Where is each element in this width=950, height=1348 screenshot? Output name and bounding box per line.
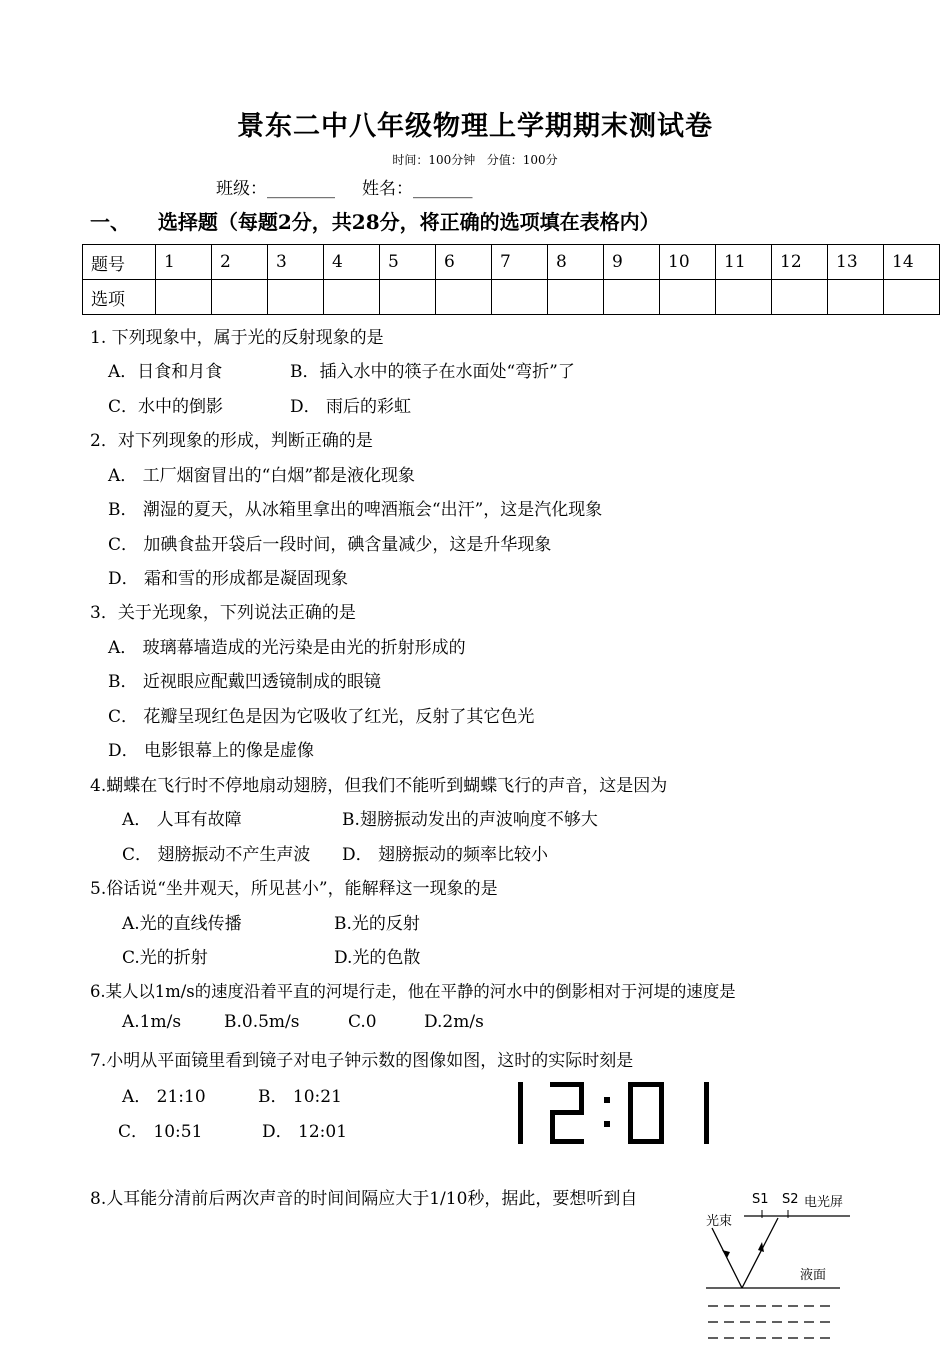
clock-segment (550, 1110, 584, 1115)
reflected-beam (742, 1218, 778, 1288)
option-a: A． 21:10 (122, 1087, 206, 1107)
question-stem: 8.人耳能分清前后两次声音的时间间隔应大于1/10秒，据此，要想听到自 (90, 1189, 638, 1209)
question-number-cell: 13 (828, 245, 884, 280)
option-d: D． 翅膀振动的频率比较小 (342, 845, 549, 865)
answer-cell[interactable] (828, 280, 884, 315)
option-d: D.2m/s (424, 1012, 484, 1032)
question-number-cell: 2 (212, 245, 268, 280)
option-d: D． 雨后的彩虹 (290, 397, 412, 417)
answer-cell[interactable] (772, 280, 828, 315)
row-label-number: 题号 (83, 245, 156, 280)
question-number-cell: 1 (156, 245, 212, 280)
question-number-cell: 14 (884, 245, 940, 280)
question-number-cell: 10 (660, 245, 716, 280)
clock-segment (518, 1082, 523, 1144)
clock-segment (628, 1139, 664, 1144)
question-number-cell: 8 (548, 245, 604, 280)
clock-colon-dot (604, 1097, 610, 1103)
question-stem: 1. 下列现象中，属于光的反射现象的是 (90, 328, 384, 348)
option-c: C． 10:51 (118, 1122, 203, 1142)
label-liquid: 液面 (800, 1268, 827, 1283)
question-stem: 2．对下列现象的形成，判断正确的是 (90, 431, 373, 451)
class-blank[interactable]: ________ (267, 179, 335, 199)
option-c: C．水中的倒影 (108, 397, 224, 417)
option-d: D． 电影银幕上的像是虚像 (108, 741, 315, 761)
answer-cell[interactable] (156, 280, 212, 315)
answer-table-option-row (83, 280, 940, 315)
question-stem: 4.蝴蝶在飞行时不停地扇动翅膀，但我们不能听到蝴蝶飞行的声音，这是因为 (90, 776, 668, 796)
option-a: A.光的直线传播 (122, 914, 242, 934)
section-number: 一、 (90, 210, 130, 234)
option-c: C.0 (348, 1012, 377, 1032)
question-number-cell: 11 (716, 245, 772, 280)
option-b: B.翅膀振动发出的声波响度不够大 (342, 810, 598, 830)
question-number-cell: 5 (380, 245, 436, 280)
name-label: 姓名： (362, 179, 414, 199)
question-stem: 5.俗话说“坐井观天，所见甚小”，能解释这一现象的是 (90, 879, 498, 899)
exam-time: 时间：100分钟 (392, 153, 476, 167)
option-a: A.1m/s (122, 1012, 182, 1032)
option-c: C． 翅膀振动不产生声波 (122, 845, 311, 865)
option-c: C． 花瓣呈现红色是因为它吸收了红光，反射了其它色光 (108, 707, 535, 727)
label-s1: S1 (752, 1192, 769, 1207)
question-number-cell: 12 (772, 245, 828, 280)
question-stem: 3．关于光现象，下列说法正确的是 (90, 603, 356, 623)
question-number-cell: 7 (492, 245, 548, 280)
section-heading (90, 206, 660, 235)
option-d: D． 12:01 (262, 1122, 348, 1142)
option-d: D． 霜和雪的形成都是凝固现象 (108, 569, 349, 589)
answer-cell[interactable] (716, 280, 772, 315)
answer-cell[interactable] (660, 280, 716, 315)
label-s2: S2 (782, 1192, 799, 1207)
option-b: B.光的反射 (334, 914, 420, 934)
class-label: 班级： (216, 179, 267, 199)
digital-clock-figure (510, 1080, 715, 1146)
question-number-cell: 6 (436, 245, 492, 280)
answer-table-number-row (83, 245, 940, 280)
exam-score: 分值：100分 (486, 153, 558, 167)
clock-segment (628, 1082, 633, 1144)
answer-cell[interactable] (548, 280, 604, 315)
question-number-cell: 3 (268, 245, 324, 280)
question-stem: 7.小明从平面镜里看到镜子对电子钟示数的图像如图，这时的实际时刻是 (90, 1051, 634, 1071)
page-title: 景东二中八年级物理上学期期末测试卷 (237, 111, 713, 142)
answer-cell[interactable] (604, 280, 660, 315)
answer-cell[interactable] (324, 280, 380, 315)
question-number-cell: 9 (604, 245, 660, 280)
question-number-cell: 4 (324, 245, 380, 280)
label-beam: 光束 (706, 1214, 733, 1229)
clock-segment (704, 1082, 709, 1144)
option-a: A．日食和月食 (108, 362, 223, 382)
option-b: B． 潮湿的夏天，从冰箱里拿出的啤酒瓶会“出汗”，这是汽化现象 (108, 500, 603, 520)
answer-cell[interactable] (380, 280, 436, 315)
option-b: B．插入水中的筷子在水面处“弯折”了 (290, 362, 575, 382)
section-title: 选择题（每题2分，共28分，将正确的选项填在表格内） (157, 210, 660, 234)
label-screen: 电光屏 (804, 1195, 844, 1210)
clock-segment (659, 1082, 664, 1144)
answer-cell[interactable] (212, 280, 268, 315)
answer-cell[interactable] (436, 280, 492, 315)
option-a: A． 工厂烟窗冒出的“白烟”都是液化现象 (108, 466, 416, 486)
exam-meta (0, 151, 950, 168)
option-b: B.0.5m/s (224, 1012, 300, 1032)
option-c: C.光的折射 (122, 948, 208, 968)
option-a: A． 人耳有故障 (122, 810, 242, 830)
reflection-diagram (700, 1188, 870, 1344)
option-a: A． 玻璃幕墙造成的光污染是由光的折射形成的 (108, 638, 466, 658)
answer-cell[interactable] (492, 280, 548, 315)
answer-table (82, 244, 940, 315)
clock-colon-dot (604, 1121, 610, 1127)
answer-cell[interactable] (268, 280, 324, 315)
option-d: D.光的色散 (334, 948, 421, 968)
answer-cell[interactable] (884, 280, 940, 315)
question-stem: 6.某人以1m/s的速度沿着平直的河堤行走，他在平静的河水中的倒影相对于河堤的速度是 (90, 982, 736, 1001)
name-blank[interactable]: _______ (413, 179, 473, 199)
row-label-option: 选项 (83, 280, 156, 315)
clock-segment (550, 1139, 584, 1144)
student-info (216, 174, 473, 199)
option-b: B． 近视眼应配戴凹透镜制成的眼镜 (108, 672, 381, 692)
option-b: B． 10:21 (258, 1087, 342, 1107)
option-c: C． 加碘食盐开袋后一段时间，碘含量减少，这是升华现象 (108, 535, 552, 555)
